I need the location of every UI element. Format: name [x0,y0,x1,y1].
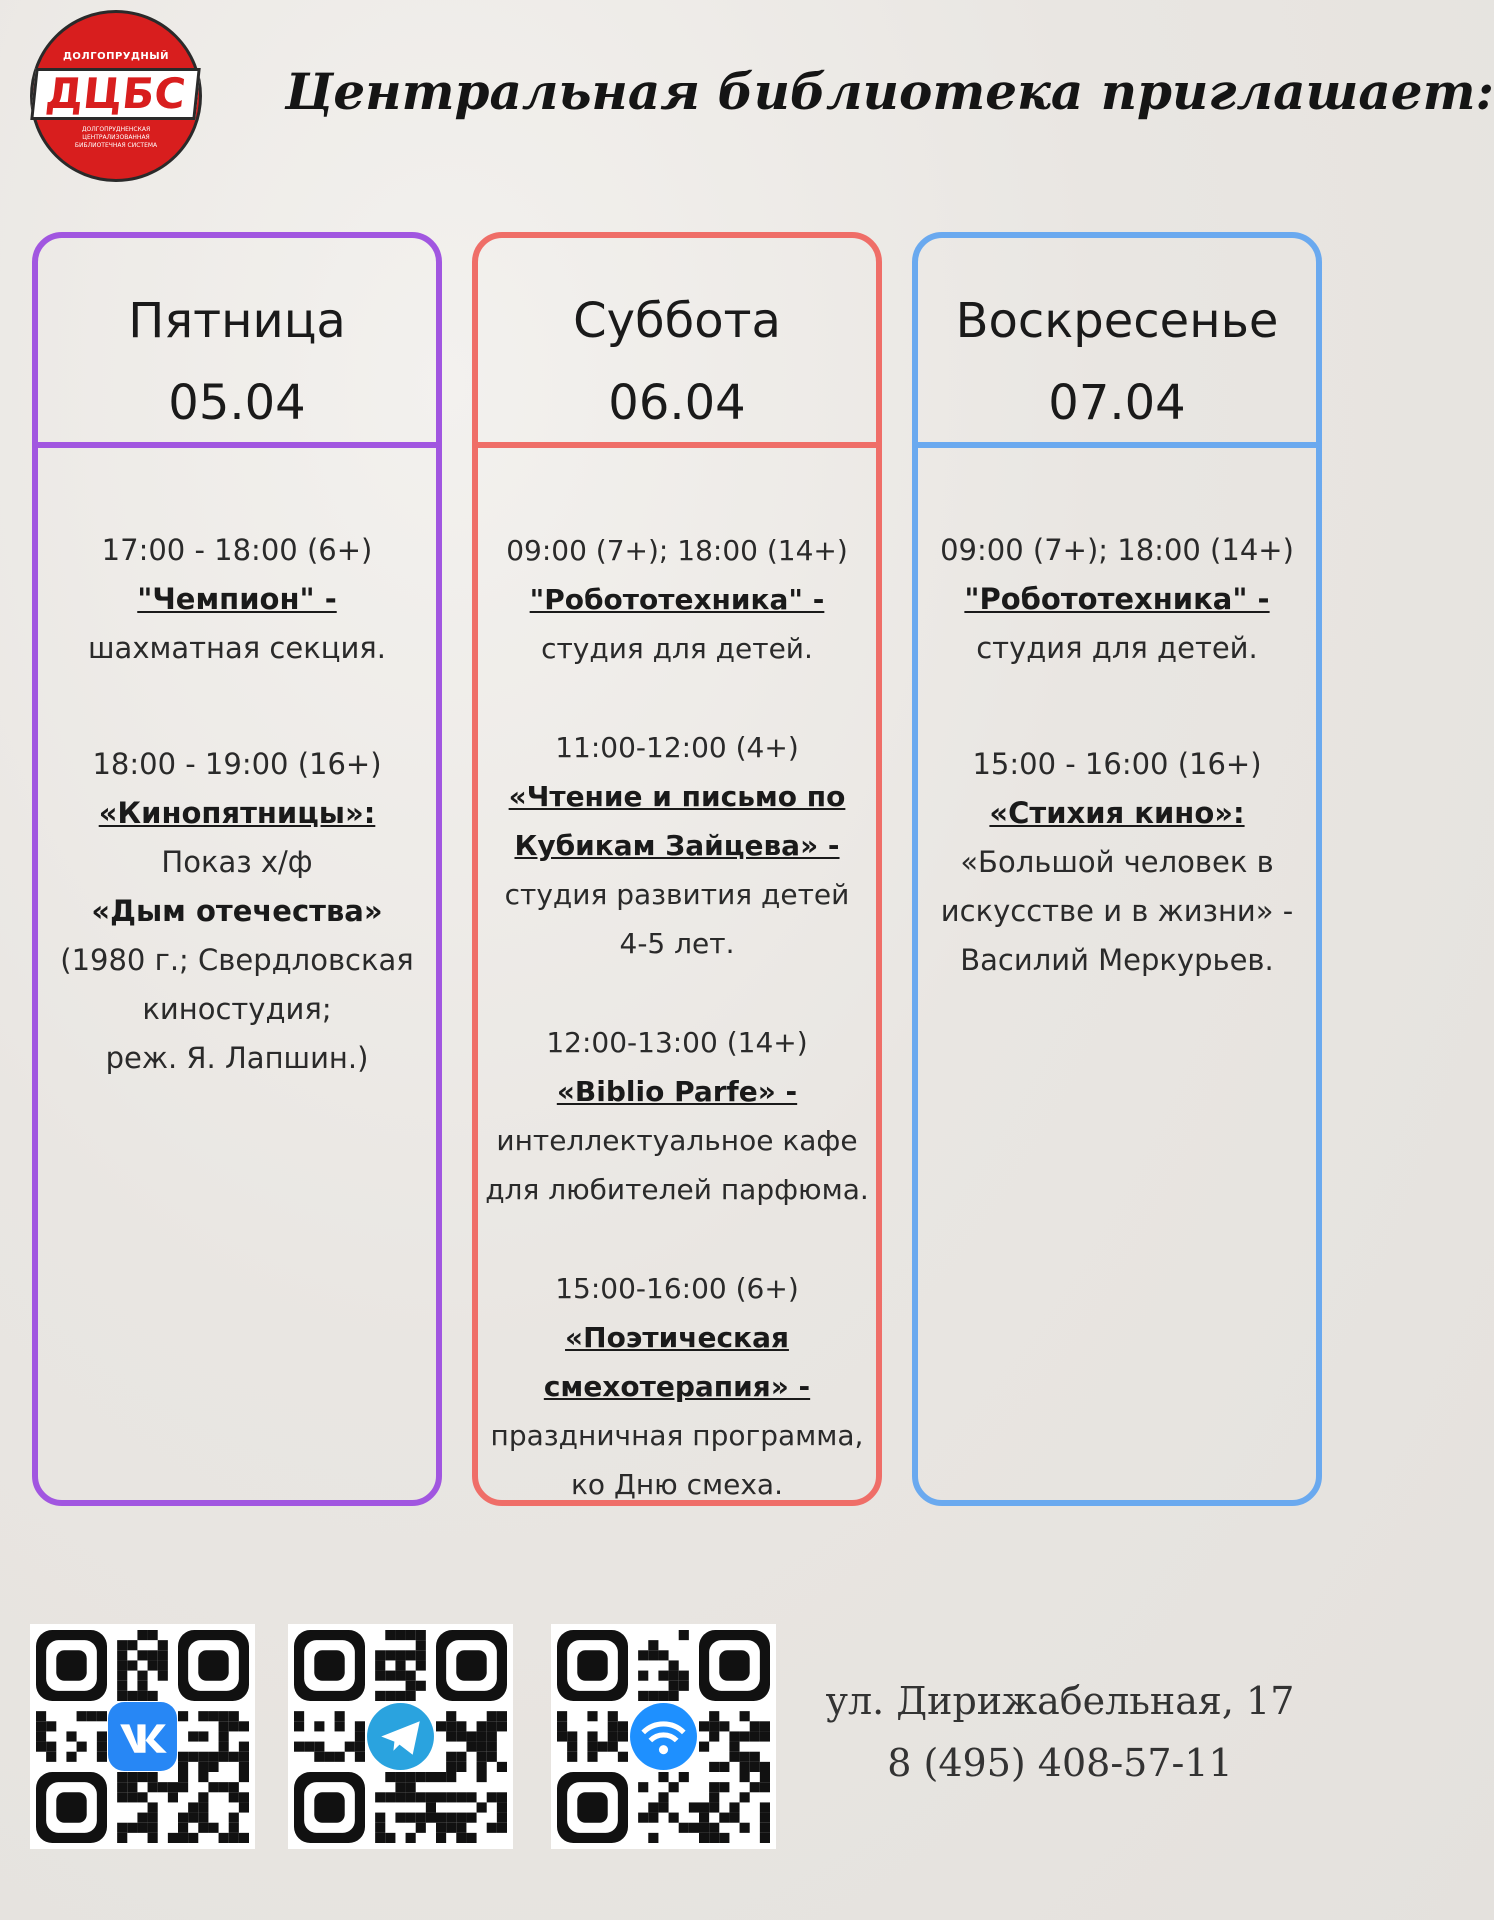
event-title: «Чтение и письмо по [508,780,846,813]
event-time: 18:00 - 19:00 (16+) [92,747,382,781]
vk-icon [108,1702,177,1771]
event-title: "Робототехника" - [964,582,1270,616]
day-header [918,238,1316,448]
event-time: 09:00 (7+); 18:00 (14+) [940,533,1294,567]
event [478,1264,876,1509]
day-column-saturday [472,232,882,1506]
event-time: 15:00-16:00 (6+) [555,1272,799,1305]
event-time: 17:00 - 18:00 (6+) [101,533,373,567]
event [478,526,876,673]
event [478,723,876,968]
event [918,740,1316,985]
day-header [38,238,436,448]
event-description: праздничная программа, [490,1419,864,1452]
event-description: Показ х/ф [161,845,313,879]
event-description: «Большой человек в [960,845,1274,879]
event-description: студия для детей. [976,631,1258,665]
event-description: искусстве и в жизни» - [940,894,1294,928]
event-time: 11:00-12:00 (4+) [555,731,799,764]
day-date: 06.04 [608,375,746,431]
event-description: реж. Я. Лапшин.) [105,1041,369,1075]
event-time: 09:00 (7+); 18:00 (14+) [506,534,848,567]
event-description: для любителей парфюма. [485,1173,869,1206]
qr-code-wifi[interactable] [551,1624,776,1849]
qr-pattern [557,1630,770,1843]
event-description: интеллектуальное кафе [496,1124,858,1157]
day-header [478,238,876,448]
event-title: смехотерапия» - [543,1370,811,1403]
day-column-sunday [912,232,1322,1506]
day-name: Воскресенье [955,293,1279,349]
wifi-icon [630,1703,697,1770]
event [918,526,1316,673]
event-title: «Стихия кино»: [989,796,1245,830]
event [478,1018,876,1214]
day-date: 07.04 [1048,375,1186,431]
event-title: Кубикам Зайцева» - [514,829,840,862]
event [38,526,436,673]
telegram-icon [367,1703,434,1770]
event-description: шахматная секция. [88,631,386,665]
day-events [918,448,1316,985]
logo-city: ДОЛГОПРУДНЫЙ [63,50,169,62]
day-events [38,448,436,1083]
logo-wordmark: ДЦБС [31,68,202,120]
day-name: Суббота [573,293,781,349]
event-time: 15:00 - 16:00 (16+) [972,747,1262,781]
event-description: киностудия; [142,992,332,1026]
event-title: «Кинопятницы»: [98,796,376,830]
library-logo [30,10,202,182]
contact-info [800,1670,1320,1794]
event-description: 4-5 лет. [619,927,735,960]
event-description: студия развития детей [504,878,850,911]
event [38,740,436,1083]
day-column-friday [32,232,442,1506]
qr-code-telegram[interactable] [288,1624,513,1849]
qr-code-vk[interactable] [30,1624,255,1849]
day-date: 05.04 [168,375,306,431]
event-time: 12:00-13:00 (14+) [546,1026,808,1059]
page-title: Центральная библиотека приглашает: [285,62,1494,121]
event-title: «Поэтическая [565,1321,789,1354]
event-description: (1980 г.; Свердловская [60,943,414,977]
event-title: "Робототехника" - [529,583,825,616]
event-film-title: «Дым отечества» [91,894,383,928]
phone-number: 8 (495) 408-57-11 [887,1741,1233,1785]
qr-pattern [294,1630,507,1843]
event-description: ко Дню смеха. [571,1468,783,1501]
address: ул. Дирижабельная, 17 [825,1679,1295,1723]
day-events [478,448,876,1509]
event-title: "Чемпион" - [137,582,337,616]
event-title: «Biblio Parfe» - [556,1075,798,1108]
event-description: Василий Меркурьев. [960,943,1274,977]
day-name: Пятница [128,293,346,349]
qr-pattern [36,1630,249,1843]
logo-subtitle: ДОЛГОПРУДНЕНСКАЯ ЦЕНТРАЛИЗОВАННАЯ БИБЛИОТЕЧНАЯ СИСТЕМА [74,125,158,149]
event-description: студия для детей. [541,632,813,665]
